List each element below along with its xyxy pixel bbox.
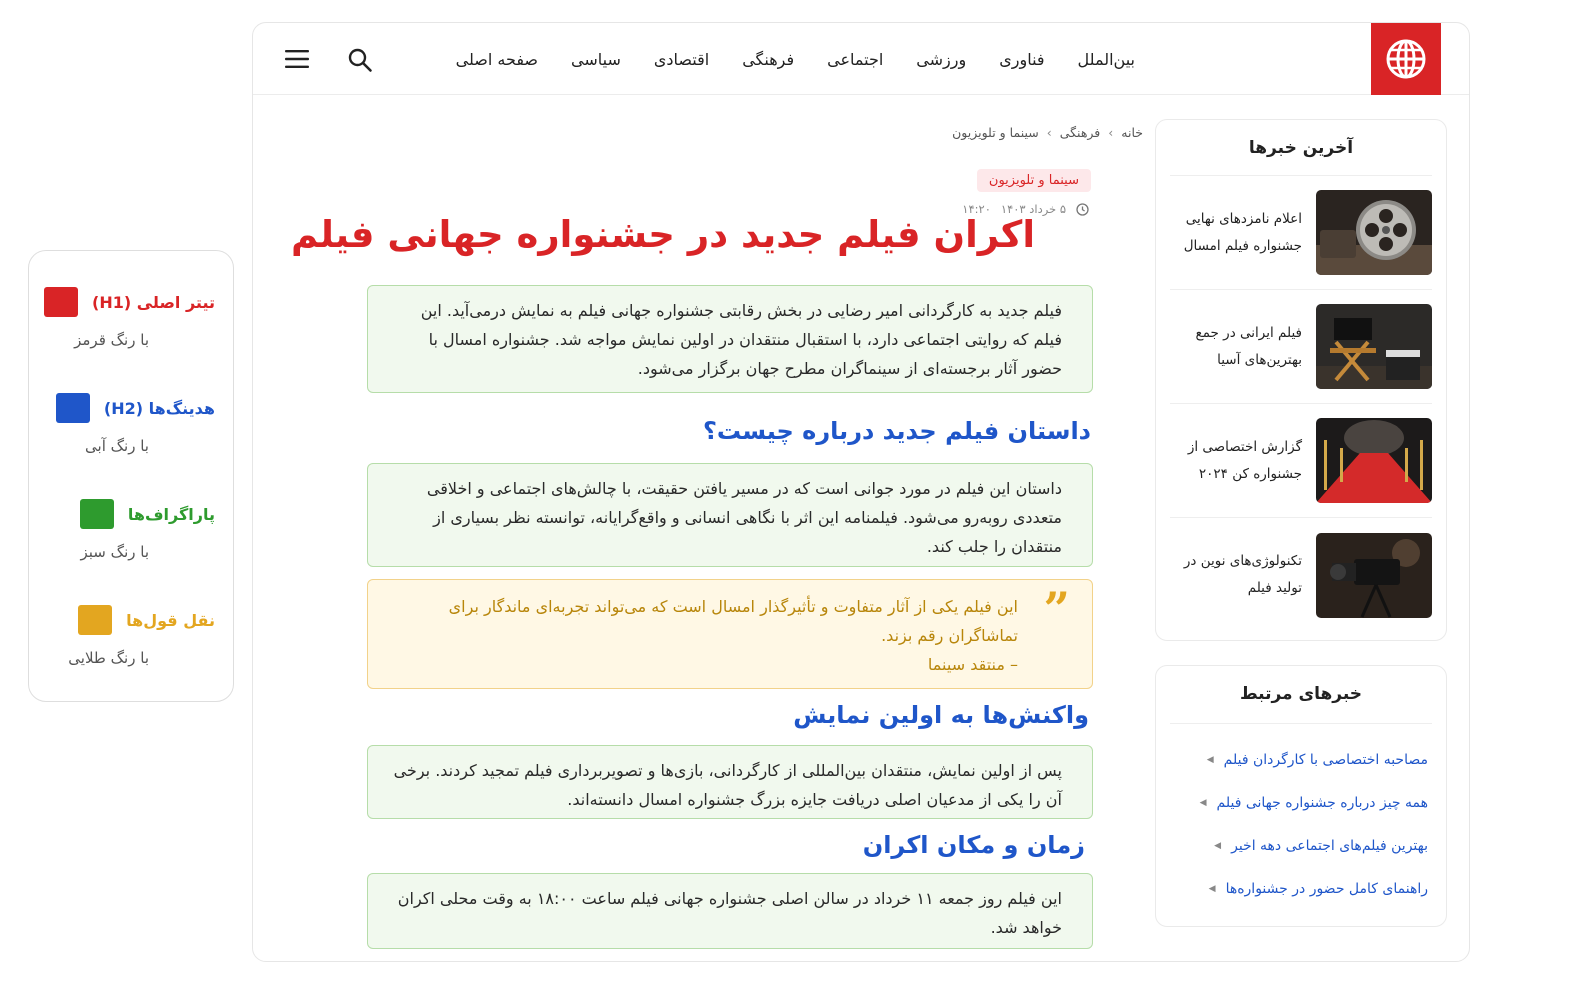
blue-swatch [56, 393, 90, 423]
news-item[interactable] [1170, 404, 1432, 518]
legend-subtitle: با رنگ سبز [80, 543, 149, 561]
legend-title: هدینگ‌ها (H2) [103, 398, 215, 418]
site-header [253, 23, 1469, 95]
nav-item-technology[interactable]: فناوری [999, 49, 1045, 69]
news-page [252, 22, 1470, 962]
search-icon[interactable] [347, 47, 373, 73]
category-badge[interactable]: سینما و تلویزیون [977, 169, 1091, 192]
schedule-paragraph: این فیلم روز جمعه ۱۱ خرداد در سالن اصلی جشنواره جهانی فیلم ساعت ۱۸:۰۰ به وقت محلی اکران خواهد شد. [367, 873, 1093, 949]
quote-icon: ” [1043, 582, 1070, 636]
reactions-paragraph: پس از اولین نمایش، منتقدان بین‌المللی از کارگردانی، بازی‌ها و تصویربرداری فیلم تمجید کردند. برخی آن را یکی از مدعیان اصلی دریافت جایزه بزرگ جشنواره امسال دانسته‌اند. [367, 745, 1093, 819]
breadcrumb-section[interactable]: فرهنگی [1059, 125, 1101, 140]
nav-item-politics[interactable]: سیاسی [571, 49, 621, 69]
news-headline: گزارش اختصاصی از جشنواره کن ۲۰۲۴ [1187, 438, 1302, 482]
latest-news-widget [1155, 119, 1447, 641]
nav-item-sports[interactable]: ورزشی [916, 49, 967, 69]
article-title: اکران فیلم جدید در جشنواره جهانی فیلم [290, 213, 1035, 256]
heading-reactions: واکنش‌ها به اولین نمایش [793, 701, 1089, 729]
news-headline: فیلم ایرانی در جمع بهترین‌های آسیا [1195, 324, 1302, 368]
red-swatch [44, 287, 78, 317]
quote-block [367, 579, 1093, 689]
related-link[interactable]: ◀ مصاحبه اختصاصی با کارگردان فیلم [1206, 751, 1428, 768]
chevron-left-icon: › [1046, 125, 1052, 140]
globe-icon [1384, 37, 1428, 81]
news-item[interactable] [1170, 518, 1432, 632]
nav-item-culture[interactable]: فرهنگی [742, 49, 795, 69]
related-link[interactable]: ◀ بهترین فیلم‌های اجتماعی دهه اخیر [1214, 837, 1428, 854]
story-paragraph: داستان این فیلم در مورد جوانی است که در مسیر یافتن حقیقت، با چالش‌های اجتماعی و اخلاقی متعددی روبه‌رو می‌شود. فیلمنامه این اثر با نگاهی انسانی و واقع‌گرایانه، توانسته نظر بسیاری از منتقدان را جلب کند. [367, 463, 1093, 567]
nav-item-society[interactable]: اجتماعی [827, 49, 884, 69]
nav-item-home[interactable]: صفحه اصلی [455, 49, 539, 69]
nav-item-economy[interactable]: اقتصادی [653, 49, 710, 69]
breadcrumb [952, 125, 1143, 140]
news-headline: تکنولوژی‌های نوین در تولید فیلم [1183, 553, 1302, 596]
clock-icon [1076, 203, 1089, 216]
quote-text: این فیلم یکی از آثار متفاوت و تأثیرگذار امسال است که می‌تواند تجربه‌ای ماندگار برای تماشاگران رقم بزند. [448, 597, 1018, 645]
intro-paragraph: فیلم جدید به کارگردانی امیر رضایی در بخش رقابتی جشنواره جهانی فیلم به نمایش درمی‌آید. این فیلم که روایتی اجتماعی دارد، با استقبال منتقدان در اولین نمایش مواجه شد. جشنواره امسال با حضور آثار برجسته‌ای از سینماگران مطرح جهان برگزار می‌شود. [367, 285, 1093, 393]
triangle-bullet-icon: ◀ [1208, 883, 1216, 894]
related-link[interactable]: ◀ همه چیز درباره جشنواره جهانی فیلم [1199, 794, 1428, 811]
site-logo[interactable] [1371, 23, 1441, 95]
quote-author: – منتقد سینما [927, 655, 1018, 674]
legend-subtitle: با رنگ طلایی [68, 649, 149, 667]
related-list [1156, 724, 1446, 910]
heading-schedule: زمان و مکان اکران [862, 831, 1085, 859]
legend-item-paragraph [45, 499, 215, 561]
news-item[interactable] [1170, 290, 1432, 404]
related-news-widget [1155, 665, 1447, 927]
cinema-camera-thumbnail [1316, 533, 1432, 618]
gold-swatch [78, 605, 112, 635]
triangle-bullet-icon: ◀ [1199, 797, 1207, 808]
heading-story: داستان فیلم جدید درباره چیست؟ [702, 417, 1091, 445]
widget-title: آخرین خبرها [1170, 120, 1432, 176]
red-carpet-thumbnail [1316, 418, 1432, 503]
article-time: ۱۴:۲۰ [962, 202, 991, 216]
legend-item-h2 [45, 393, 215, 455]
main-nav [456, 23, 1135, 95]
director-chair-thumbnail [1316, 304, 1432, 389]
breadcrumb-current[interactable]: سینما و تلویزیون [952, 125, 1039, 140]
chevron-left-icon: › [1108, 125, 1114, 140]
breadcrumb-home[interactable]: خانه [1121, 125, 1143, 140]
legend-subtitle: با رنگ قرمز [74, 331, 149, 349]
legend-item-quote [45, 605, 215, 667]
legend-title: پاراگراف‌ها [127, 504, 215, 524]
triangle-bullet-icon: ◀ [1214, 840, 1222, 851]
color-legend [28, 250, 234, 702]
legend-title: تیتر اصلی (H1) [92, 292, 215, 312]
news-headline: اعلام نامزدهای نهایی جشنواره فیلم امسال [1183, 210, 1302, 254]
legend-item-h1 [45, 287, 215, 349]
hamburger-menu-icon[interactable] [283, 47, 311, 71]
legend-subtitle: با رنگ آبی [85, 437, 149, 455]
news-item[interactable] [1170, 176, 1432, 290]
green-swatch [80, 499, 114, 529]
film-reel-thumbnail [1316, 190, 1432, 275]
triangle-bullet-icon: ◀ [1206, 754, 1214, 765]
nav-item-international[interactable]: بین‌الملل [1077, 49, 1135, 69]
related-link[interactable]: ◀ راهنمای کامل حضور در جشنواره‌ها [1208, 880, 1428, 897]
legend-title: نقل قول‌ها [126, 610, 215, 630]
widget-title: خبرهای مرتبط [1170, 666, 1432, 724]
article-date: ۵ خرداد ۱۴۰۳ [1000, 202, 1066, 216]
